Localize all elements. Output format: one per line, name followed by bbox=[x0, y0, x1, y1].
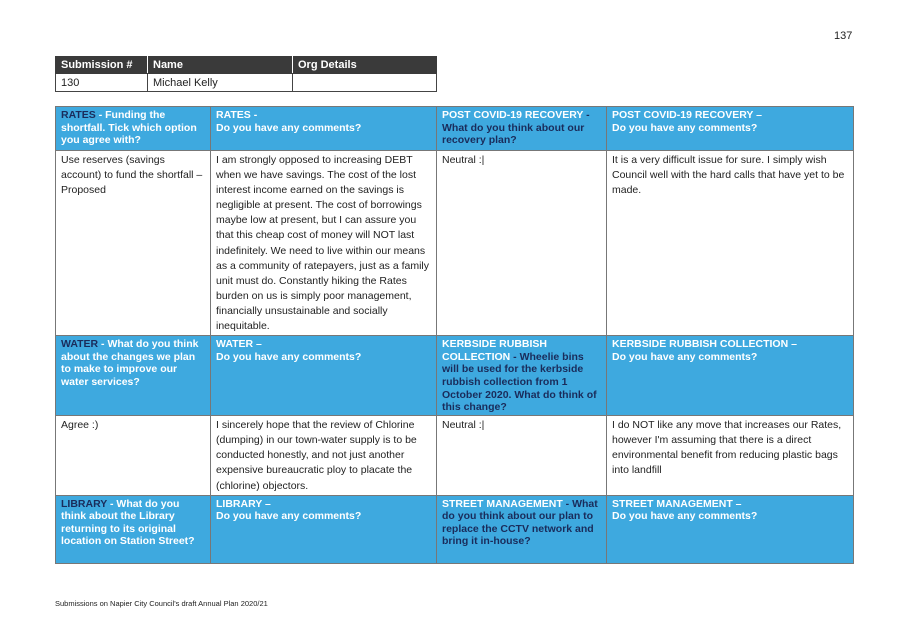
page-number: 137 bbox=[834, 30, 853, 42]
street-question bbox=[437, 495, 607, 563]
library-comments-text: Do you have any comments? bbox=[216, 510, 362, 523]
water-question bbox=[56, 336, 211, 416]
covid-comments-question bbox=[607, 107, 854, 151]
rates-question bbox=[56, 107, 211, 151]
water-answer: Agree :) bbox=[56, 416, 211, 495]
footer-text: Submissions on Napier City Council's draft Annual Plan 2020/21 bbox=[55, 599, 268, 608]
library-question-text: - What do you think about the Library returning to its original location on Station Street? bbox=[61, 497, 195, 548]
water-question-text: - What do you think about the changes we plan to make to improve our water services? bbox=[61, 338, 199, 388]
street-comments-question bbox=[607, 495, 854, 563]
covid-question-title: POST COVID-19 RECOVERY bbox=[442, 109, 584, 121]
covid-comments-text: Do you have any comments? bbox=[612, 121, 758, 134]
submission-number-header: Submission # bbox=[56, 57, 148, 74]
kerbside-question-title: KERBSIDE RUBBISH COLLECTION bbox=[442, 338, 548, 363]
water-question-title: WATER bbox=[61, 338, 99, 351]
street-question-text: - What do you think about our plan to replace the CCTV network and bring it in-house? bbox=[442, 497, 598, 548]
street-question-title: STREET MANAGEMENT bbox=[442, 497, 563, 510]
name-header: Name bbox=[148, 57, 293, 74]
library-street-question-row bbox=[56, 495, 854, 563]
water-kerbside-question-row bbox=[56, 336, 854, 416]
rates-answer: Use reserves (savings account) to fund the shortfall – Proposed bbox=[56, 151, 211, 336]
covid-question bbox=[437, 107, 607, 151]
rates-comment: I am strongly opposed to increasing DEBT when we have savings. The cost of the lost interest income earned on the savings is negligible at present. The cost of borrowings maybe low at present, but I can assure you that this cheap cost of money will NOT last indefinitely. We need to live within our means as a community of ratepayers, just as a family unit must do. Constantly hiking the Rates burden on us is simply poor management, financially unsustainable and socially inequitable. bbox=[211, 151, 437, 336]
covid-question-text: - What do you think about our recovery plan? bbox=[442, 109, 590, 147]
kerbside-question-text: - Wheelie bins will be used for the kerbside rubbish collection from 1 October 2020. What do think of this change? bbox=[442, 350, 597, 414]
submission-table bbox=[55, 56, 437, 92]
library-comments-question bbox=[211, 495, 437, 563]
street-comments-text: Do you have any comments? bbox=[612, 510, 758, 523]
kerbside-comments-text: Do you have any comments? bbox=[612, 350, 758, 363]
water-comment: I sincerely hope that the review of Chlorine (dumping) in our town-water supply is to be conducted honestly, and not just another expensive bureaucratic ploy to placate the (chlorine) objectors. bbox=[211, 416, 437, 495]
water-comments-title: WATER – bbox=[216, 338, 262, 351]
rates-comments-title: RATES - bbox=[216, 109, 258, 121]
water-comments-text: Do you have any comments? bbox=[216, 350, 362, 363]
rates-question-text: - Funding the shortfall. Tick which option you agree with? bbox=[61, 109, 197, 147]
submitter-name: Michael Kelly bbox=[148, 74, 293, 92]
covid-comment: It is a very difficult issue for sure. I simply wish Council well with the hard calls that have yet to be made. bbox=[607, 151, 854, 336]
submission-number: 130 bbox=[56, 74, 148, 92]
rates-comments-question bbox=[211, 107, 437, 151]
rates-question-title: RATES bbox=[61, 109, 96, 121]
kerbside-comments-title: KERBSIDE RUBBISH COLLECTION – bbox=[612, 338, 797, 351]
org-details-header: Org Details bbox=[293, 57, 437, 74]
org-details bbox=[293, 74, 437, 92]
submission-responses-table bbox=[55, 106, 854, 564]
kerbside-answer: Neutral :| bbox=[437, 416, 607, 495]
library-comments-title: LIBRARY – bbox=[216, 497, 271, 510]
rates-covid-question-row bbox=[56, 107, 854, 151]
kerbside-question bbox=[437, 336, 607, 416]
kerbside-comments-question bbox=[607, 336, 854, 416]
covid-comments-title: POST COVID-19 RECOVERY – bbox=[612, 109, 762, 121]
rates-covid-answer-row bbox=[56, 151, 854, 336]
covid-answer: Neutral :| bbox=[437, 151, 607, 336]
street-comments-title: STREET MANAGEMENT – bbox=[612, 497, 742, 510]
rates-comments-text: Do you have any comments? bbox=[216, 121, 362, 134]
water-comments-question bbox=[211, 336, 437, 416]
library-question-title: LIBRARY bbox=[61, 497, 108, 510]
kerbside-comment: I do NOT like any move that increases our Rates, however I'm assuming that there is a direct environmental benefit from reducing plastic bags into landfill bbox=[607, 416, 854, 495]
library-question bbox=[56, 495, 211, 563]
water-kerbside-answer-row bbox=[56, 416, 854, 495]
